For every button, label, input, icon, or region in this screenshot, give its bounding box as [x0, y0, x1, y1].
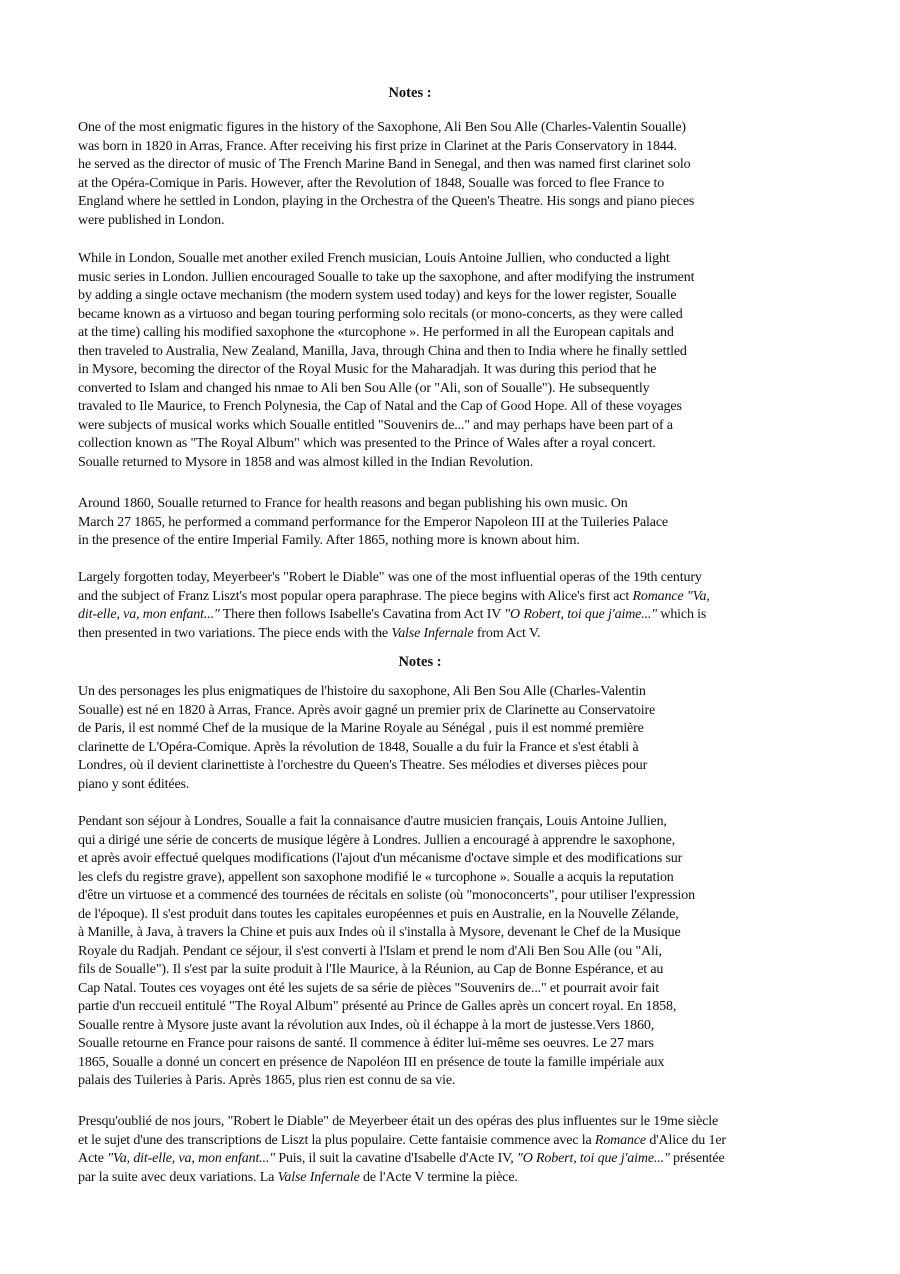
text-line: Londres, où il devient clarinettiste à l'orchestre du Queen's Theatre. Ses mélodies et diverses pièces pour [78, 758, 648, 773]
text-run: par la suite avec deux variations. La [78, 1169, 278, 1185]
text-line: Soualle retourne en France pour raisons de santé. Il commence à éditer lui-même ses oeuvres. Le 27 mars [78, 1036, 654, 1051]
text-line: 1865, Soualle a donné un concert en présence de Napoléon III en présence de toute la famille impériale aux [78, 1054, 665, 1070]
text-line: Presqu'oublié de nos jours, "Robert le Diable" de Meyerbeer était un des opéras des plus influentes sur le 19me siècle [78, 1114, 719, 1129]
text-line: music series in London. Jullien encouraged Soualle to take up the saxophone, and after modifying the instrument [78, 269, 695, 285]
text-line: then traveled to Australia, New Zealand, Manilla, Java, through China and then to India where he finally settled [78, 343, 687, 359]
italic-title: Romance "Va, [632, 588, 710, 604]
text-run: which is [657, 607, 707, 622]
text-line: Around 1860, Soualle returned to France for health reasons and began publishing his own music. On [78, 496, 628, 511]
text-run: from Act V. [473, 625, 541, 641]
text-line: at the time) calling his modified saxophone the «turcophone ». He performed in all the European capitals and [78, 325, 674, 340]
text-run: There then follows Isabelle's Cavatina from Act IV [219, 607, 505, 622]
text-line: Cap Natal. Toutes ces voyages ont été les sujets de sa série de pièces "Souvenirs de..." et pourrait avoir fait [78, 980, 659, 996]
text-line: les clefs du registre grave), appellent son saxophone modifié le « turcophone ». Soualle a acquis la reputation [78, 869, 674, 885]
french-paragraph-londres [78, 813, 832, 1091]
italic-title: "Va, dit-elle, va, mon enfant..." [107, 1151, 275, 1166]
text-line: à Manille, à Java, à travers la Chine et puis aux Indes où il s'installa à Mysore, devenant le Chef de la Musique [78, 925, 681, 940]
english-paragraph-london [78, 250, 832, 472]
text-line [78, 1150, 832, 1169]
text-line: Soualle rentre à Mysore juste avant la révolution aux Indes, où il échappe à la mort de justesse.Vers 1860, [78, 1017, 655, 1033]
text-line: were subjects of musical works which Soualle entitled "Souvenirs de..." and may perhaps have been part of a [78, 417, 673, 433]
text-line: he served as the director of music of The French Marine Band in Senegal, and then was named first clarinet solo [78, 157, 691, 172]
text-line: palais des Tuileries à Paris. Après 1865, plus rien est connu de sa vie. [78, 1073, 456, 1088]
english-paragraph-biography [78, 119, 832, 230]
english-notes-heading: Notes : [388, 85, 432, 101]
text-line: et après avoir effectué quelques modifications (l'ajout d'un mécanisme d'octave simple et des modifications sur [78, 851, 683, 866]
text-run: d'Alice du 1er [645, 1132, 726, 1148]
text-line: travaled to Ile Maurice, to French Polynesia, the Cap of Natal and the Cap of Good Hope. All of these voyages [78, 399, 682, 414]
italic-title: Valse Infernale [277, 1169, 360, 1185]
text-line: d'être un virtuose et a commencé des tournées de récitals en soliste (où "monoconcerts", pour utiliser l'expression [78, 888, 695, 903]
text-line [78, 588, 832, 607]
text-line: Largely forgotten today, Meyerbeer's "Robert le Diable" was one of the most influential operas of the 19th century [78, 570, 702, 585]
italic-title: Romance [594, 1132, 646, 1148]
text-line: were published in London. [78, 212, 225, 228]
text-run: and the subject of Franz Liszt's most popular opera paraphrase. The piece begins with Alice's first act [78, 588, 633, 604]
text-run: et le sujet d'une des transcriptions de Liszt la plus populaire. Cette fantaisie commence avec la [78, 1132, 595, 1148]
text-line [78, 625, 832, 644]
italic-title: Valse Infernale [391, 625, 474, 641]
text-line: converted to Islam and changed his nmae to Ali ben Sou Alle (or "Ali, son of Soualle"). He subsequently [78, 380, 650, 396]
text-line: Soualle) est né en 1820 à Arras, France. Après avoir gagné un premier prix de Clarinette au Conservatoire [78, 702, 656, 718]
english-paragraph-return [78, 495, 832, 551]
text-line: clarinette de L'Opéra-Comique. Après la révolution de 1848, Soualle a du fuir la France et s'est établi à [78, 739, 639, 755]
text-line: qui a dirigé une série de concerts de musique légère à Londres. Jullien a encouragé à apprendre le saxophone, [78, 832, 676, 848]
text-run: présentée [669, 1151, 725, 1166]
text-line: Soualle returned to Mysore in 1858 and was almost killed in the Indian Revolution. [78, 454, 534, 470]
text-line: partie d'un reccueil entitulé "The Royal Album" présenté au Prince de Galles après un concert royal. En 1858, [78, 999, 677, 1014]
text-line: piano y sont éditées. [78, 776, 190, 792]
text-run: de l'Acte V termine la pièce. [359, 1169, 518, 1185]
text-line: was born in 1820 in Arras, France. After receiving his first prize in Clarinet at the Paris Conservatory in 1844. [78, 138, 677, 154]
text-line [78, 606, 832, 625]
text-line: England where he settled in London, playing in the Orchestra of the Queen's Theatre. His songs and piano pieces [78, 194, 695, 209]
text-run: Puis, il suit la cavatine d'Isabelle d'Acte IV, [274, 1151, 517, 1166]
text-line: became known as a virtuoso and began touring performing solo recitals (or mono-concerts, as they were called [78, 306, 683, 322]
english-paragraph-robert-le-diable [78, 569, 832, 643]
text-line: While in London, Soualle met another exiled French musician, Louis Antoine Jullien, who conducted a light [78, 251, 670, 266]
text-line: Pendant son séjour à Londres, Soualle a fait la connaisance d'autre musicien français, Louis Antoine Jullien, [78, 814, 667, 829]
text-line: fils de Soualle"). Il s'est par la suite produit à l'Ile Maurice, à la Réunion, au Cap de Bonne Espérance, et au [78, 962, 664, 977]
text-line: Royale du Radjah. Pendant ce séjour, il s'est converti à l'Islam et prend le nom d'Ali Ben Sou Alle (ou "Ali, [78, 943, 662, 959]
text-line: in the presence of the entire Imperial Family. After 1865, nothing more is known about him. [78, 533, 580, 548]
french-notes-heading: Notes : [398, 654, 442, 670]
text-line: Un des personages les plus enigmatiques de l'histoire du saxophone, Ali Ben Sou Alle (Charles-Valentin [78, 684, 646, 699]
text-line: collection known as "The Royal Album" which was presented to the Prince of Wales after a royal concert. [78, 436, 656, 451]
french-paragraph-biographie [78, 683, 832, 794]
text-line: by adding a single octave mechanism (the modern system used today) and keys for the lower register, Soualle [78, 288, 677, 303]
text-line: at the Opéra-Comique in Paris. However, after the Revolution of 1848, Soualle was forced to flee France to [78, 175, 665, 191]
text-line: de l'époque). Il s'est produit dans toutes les capitales européennes et puis en Australie, en la Nouvelle Zélande, [78, 906, 679, 922]
french-paragraph-robert-le-diable [78, 1113, 832, 1187]
text-line: March 27 1865, he performed a command performance for the Emperor Napoleon III at the Tuileries Palace [78, 514, 668, 530]
italic-title: dit-elle, va, mon enfant..." [78, 607, 220, 622]
text-line: One of the most enigmatic figures in the history of the Saxophone, Ali Ben Sou Alle (Charles-Valentin Soualle) [78, 120, 686, 135]
text-run: then presented in two variations. The piece ends with the [78, 625, 392, 641]
text-run: Acte [78, 1151, 108, 1166]
text-line [78, 1132, 832, 1151]
italic-title: "O Robert, toi que j'aime..." [516, 1151, 670, 1166]
text-line: de Paris, il est nommé Chef de la musique de la Marine Royale au Sénégal , puis il est nommé première [78, 721, 644, 736]
text-line [78, 1169, 832, 1188]
text-line: in Mysore, becoming the director of the Royal Music for the Maharadjah. It was during this period that he [78, 362, 657, 377]
italic-title: "O Robert, toi que j'aime..." [504, 607, 658, 622]
